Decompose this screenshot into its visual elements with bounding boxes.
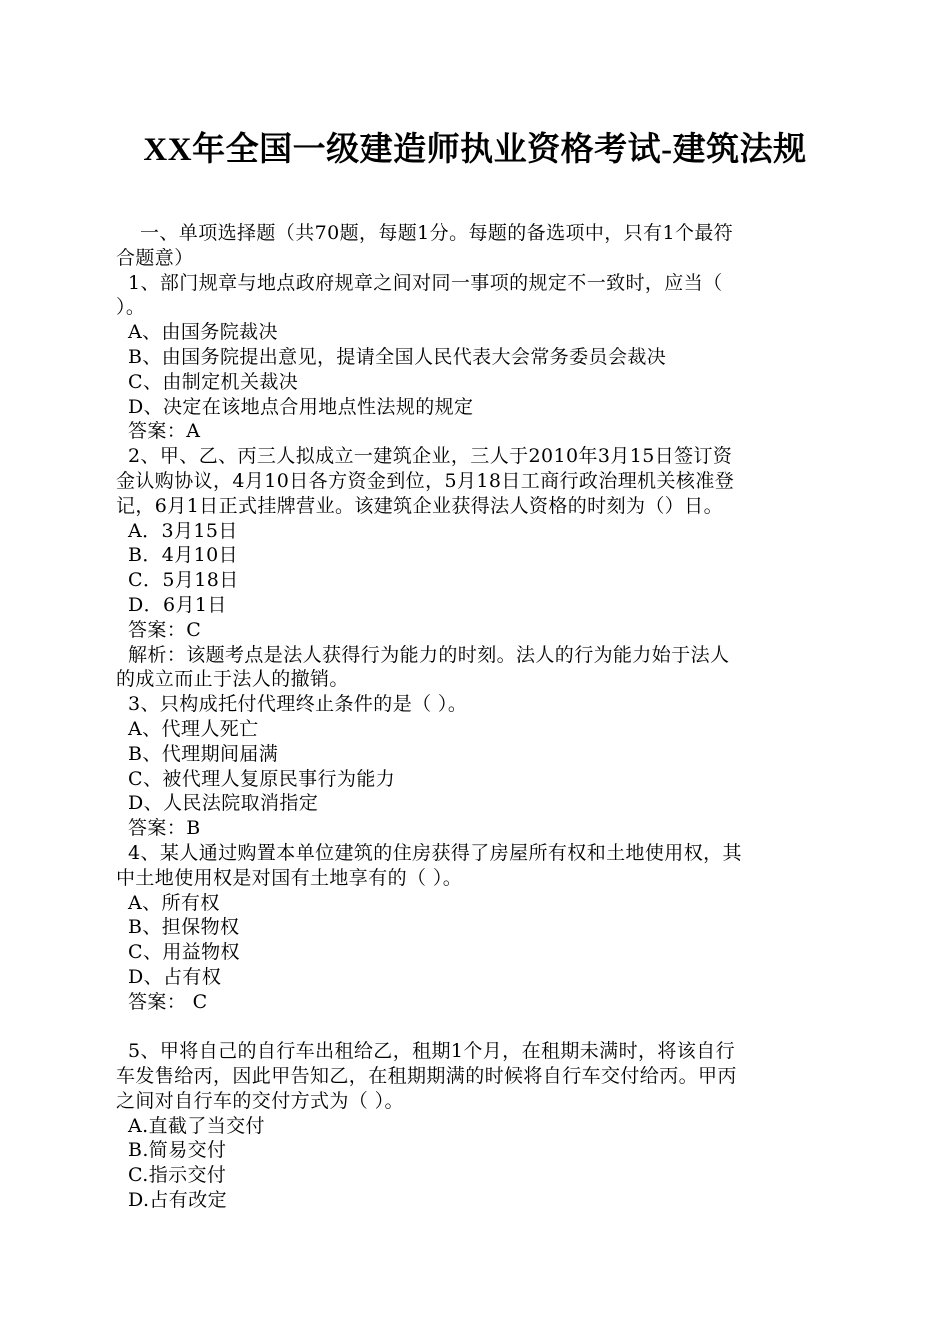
section-heading-line: 合题意） [116, 246, 194, 269]
option-c: C、由制定机关裁决 [128, 370, 299, 393]
option-b: B、代理期间届满 [128, 742, 279, 765]
option-b: B、担保物权 [128, 916, 240, 939]
question-stem: 2、甲、乙、丙三人拟成立一建筑企业，三人于2010年3月15日签订资 [128, 445, 733, 468]
option-d: D．6月1日 [128, 593, 227, 616]
option-d: D.占有改定 [128, 1189, 227, 1212]
blank-line [116, 1015, 834, 1040]
question-stem: 5、甲将自己的自行车出租给乙，租期1个月，在租期未满时，将该自行 [128, 1040, 735, 1063]
analysis-line: 解析：该题考点是法人获得行为能力的时刻。法人的行为能力始于法人 [128, 643, 730, 666]
option-b: B.简易交付 [128, 1139, 227, 1162]
option-c: C、用益物权 [128, 941, 240, 964]
option-a: A、由国务院裁决 [128, 321, 278, 344]
answer-line: 答案：B [128, 817, 201, 840]
document-body [116, 221, 834, 1213]
question-stem: 金认购协议，4月10日各方资金到位，5月18日工商行政治理机关核准登 [116, 469, 735, 492]
option-a: A、所有权 [128, 891, 220, 914]
document-title: XX年全国一级建造师执业资格考试-建筑法规 [143, 132, 807, 168]
analysis-line: 的成立而止于法人的撤销。 [116, 668, 349, 691]
option-c: C．5月18日 [128, 569, 239, 592]
option-d: D、人民法院取消指定 [128, 792, 319, 815]
question-stem: ）。 [116, 296, 146, 319]
question-stem: 之间对自行车的交付方式为（ ）。 [116, 1089, 404, 1112]
answer-line: 答案：C [128, 618, 202, 641]
option-d: D、决定在该地点合用地点性法规的规定 [128, 395, 474, 418]
question-stem: 4、某人通过购置本单位建筑的住房获得了房屋所有权和土地使用权，其 [128, 841, 742, 864]
option-b: B．4月10日 [128, 544, 239, 567]
question-stem: 3、只构成托付代理终止条件的是（ ）。 [128, 693, 468, 716]
question-stem: 中土地使用权是对国有土地享有的（ ）。 [116, 866, 463, 889]
answer-line: 答案：A [128, 420, 201, 443]
answer-line: 答案： C [128, 990, 208, 1013]
option-d: D、占有权 [128, 965, 222, 988]
question-stem: 车发售给丙，因此甲告知乙，在租期期满的时候将自行车交付给丙。甲丙 [116, 1065, 737, 1088]
option-a: A.直截了当交付 [128, 1114, 265, 1137]
question-stem: 1、部门规章与地点政府规章之间对同一事项的规定不一致时，应当（ [128, 271, 723, 294]
section-heading-line: 一、单项选择题（共70题，每题1分。每题的备选项中，只有1个最符 [140, 222, 734, 244]
option-c: C、被代理人复原民事行为能力 [128, 767, 396, 790]
option-a: A、代理人死亡 [128, 717, 259, 740]
option-b: B、由国务院提出意见，提请全国人民代表大会常务委员会裁决 [128, 345, 667, 368]
option-a: A．3月15日 [128, 519, 238, 542]
option-c: C.指示交付 [128, 1164, 227, 1187]
question-stem: 记，6月1日正式挂牌营业。该建筑企业获得法人资格的时刻为（）日。 [116, 494, 723, 517]
